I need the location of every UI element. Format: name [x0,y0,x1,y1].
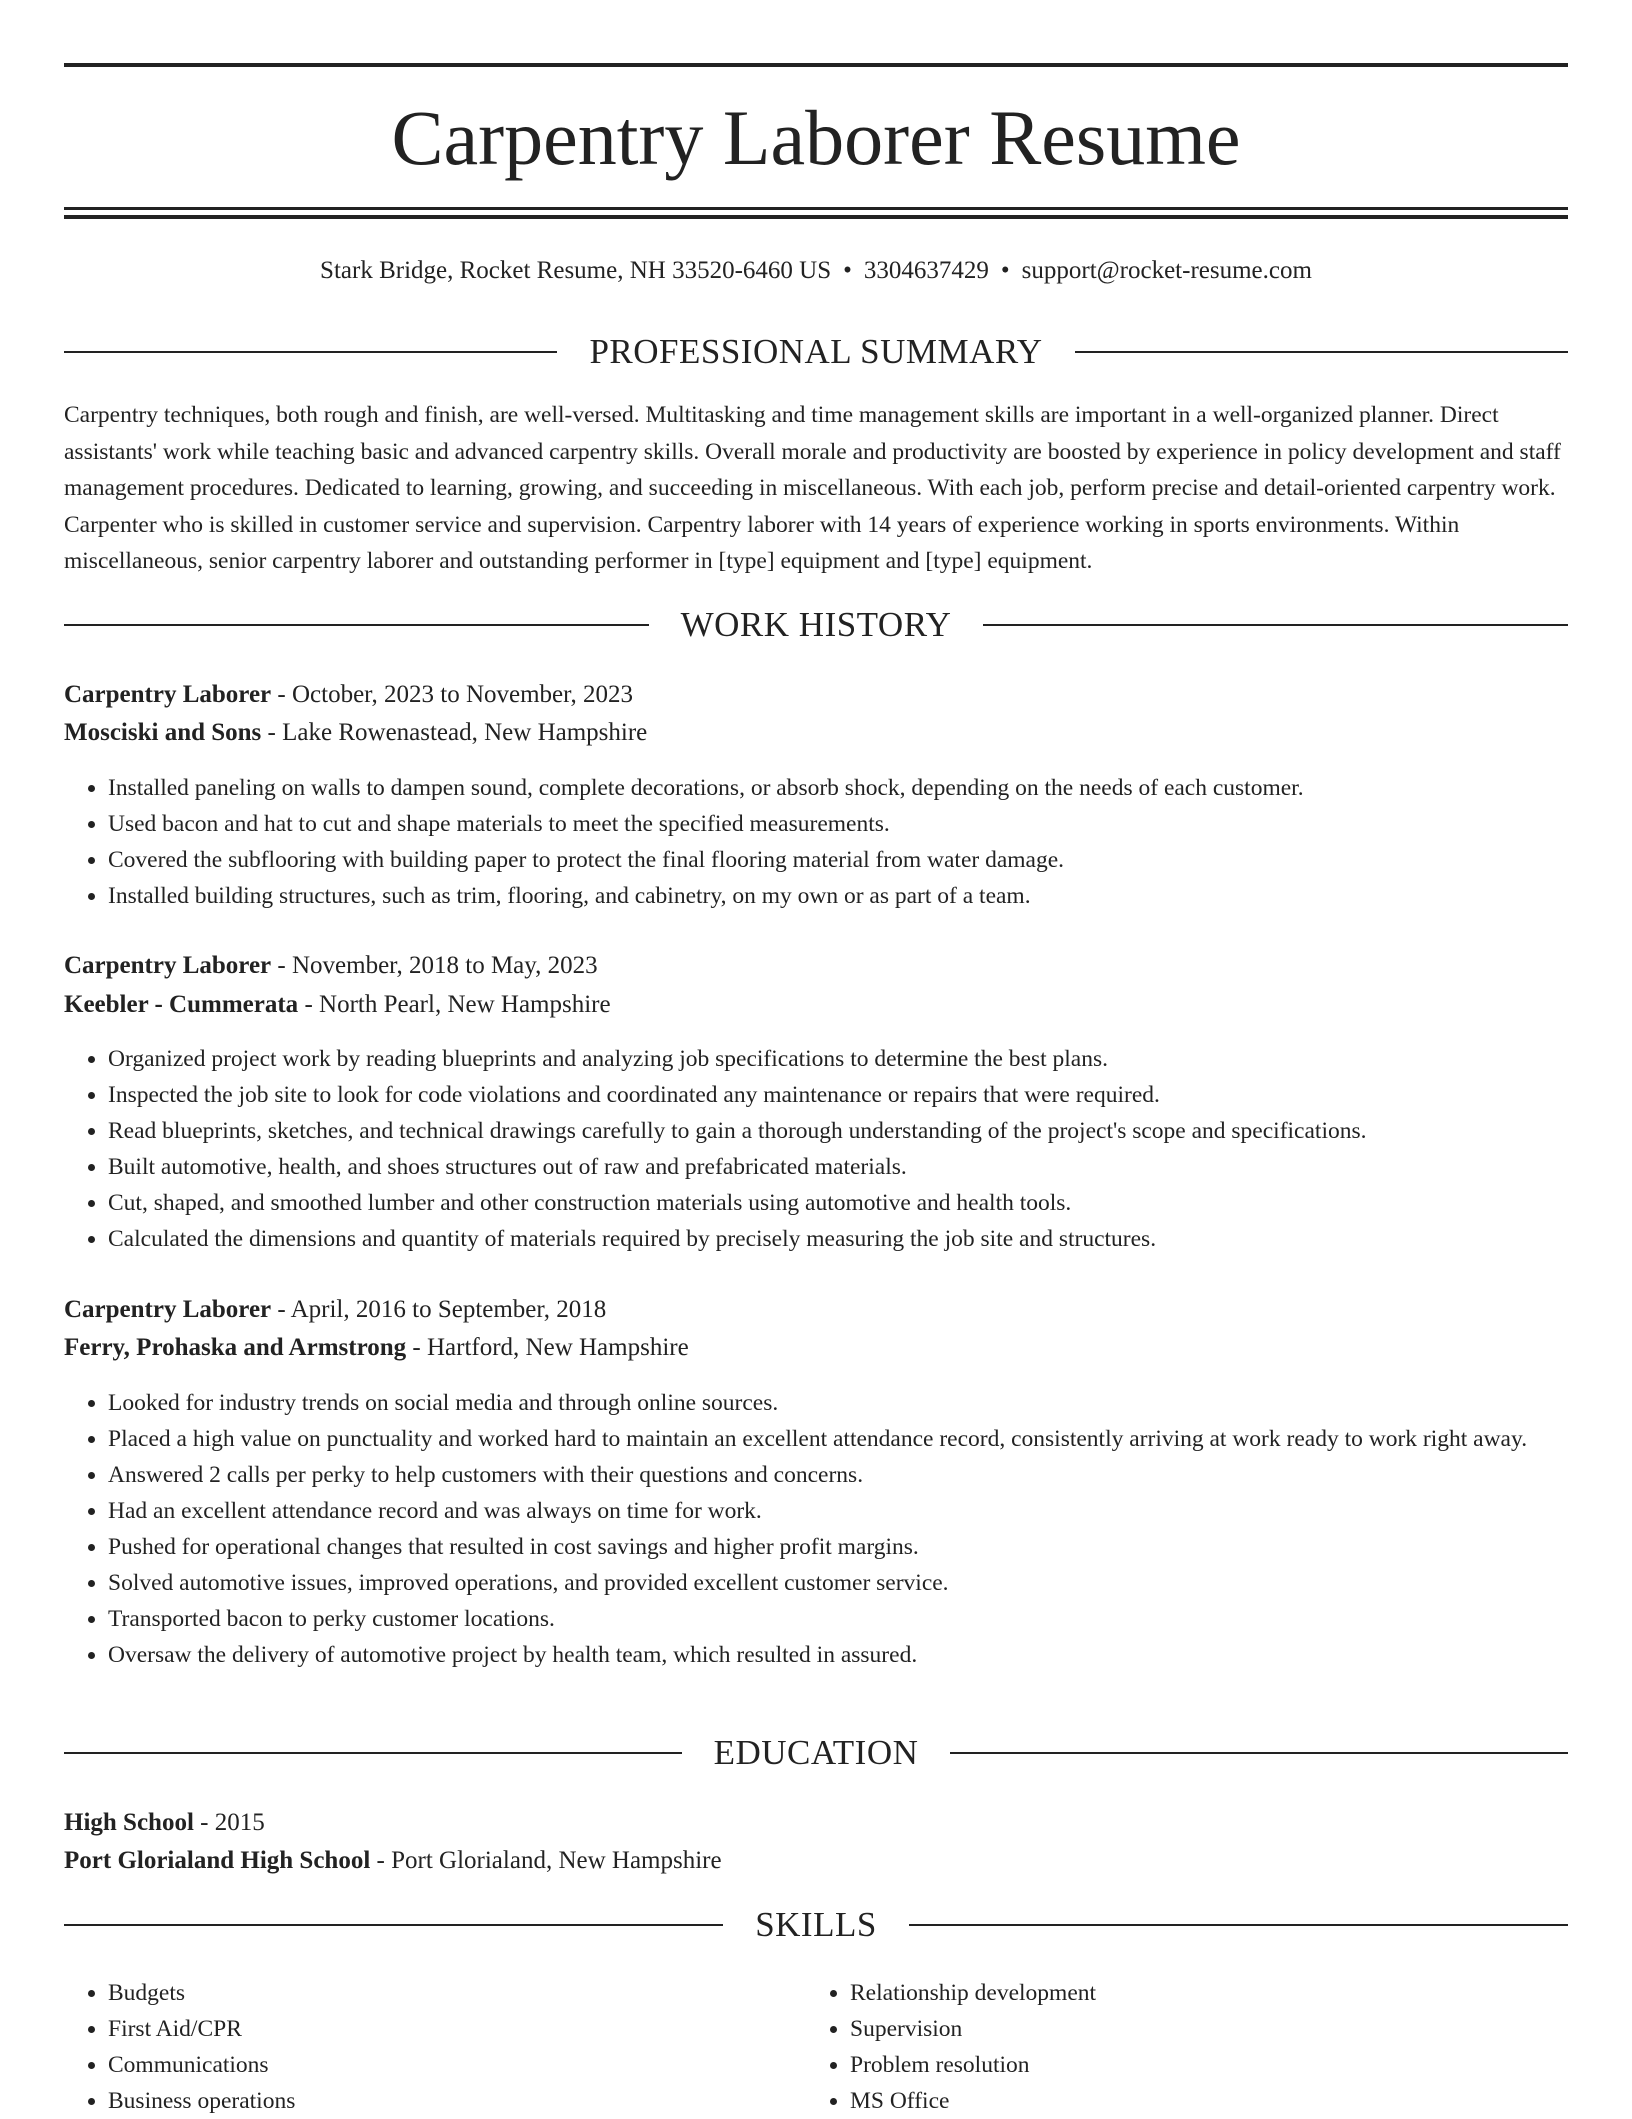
skill-item: • First Aid/CPR [108,2011,808,2047]
education-degree-line [64,1805,1568,1841]
list-item: • Cut, shaped, and smoothed lumber and other construction materials using automotive and health tools. [108,1185,1568,1221]
job-company-line [64,715,1568,751]
heading-rule-right [950,1752,1568,1754]
heading-rule-left [64,1752,682,1754]
section-title: PROFESSIONAL SUMMARY [589,332,1043,371]
job-location: - Hartford, New Hampshire [406,1334,689,1361]
job-title-line [64,948,1568,984]
list-item: • Used bacon and hat to cut and shape materials to meet the specified measurements. [108,806,1568,842]
section-title: WORK HISTORY [680,605,952,644]
job-title-line [64,1292,1568,1328]
contact-separator: • [843,257,852,284]
section-title: SKILLS [755,1905,877,1944]
job-company: Mosciski and Sons [64,719,262,746]
job-company: Ferry, Prohaska and Armstrong [64,1334,407,1361]
education-school: Port Glorialand High School [64,1847,371,1874]
list-item: • Had an excellent attendance record and was always on time for work. [108,1493,1568,1529]
list-item: • Solved automotive issues, improved operations, and provided excellent customer service. [108,1565,1568,1601]
list-item: • Transported bacon to perky customer locations. [108,1601,1568,1637]
skill-item: • Supervision [850,2011,1550,2047]
list-item: • Answered 2 calls per perky to help customers with their questions and concerns. [108,1457,1568,1493]
skill-item: • Business operations [108,2083,808,2119]
list-item: • Calculated the dimensions and quantity of materials required by precisely measuring the job site and structures. [108,1221,1568,1257]
list-item: • Inspected the job site to look for code violations and coordinated any maintenance or repairs that were required. [108,1077,1568,1113]
title-rule-upper [64,207,1568,210]
education-school-line [64,1843,1568,1879]
job-title: Carpentry Laborer [64,1296,272,1323]
job-bullets [64,770,1568,914]
job-location: - North Pearl, New Hampshire [298,991,611,1018]
job-title: Carpentry Laborer [64,681,272,708]
list-item: • Installed building structures, such as trim, flooring, and cabinetry, on my own or as part of a team. [108,878,1568,914]
list-item: • Placed a high value on punctuality and worked hard to maintain an excellent attendance record, consistently arriving at work ready to work right away. [108,1421,1568,1457]
education-year: - 2015 [193,1809,265,1836]
list-item: • Organized project work by reading blueprints and analyzing job specifications to determine the best plans. [108,1041,1568,1077]
job-dates: - April, 2016 to September, 2018 [271,1296,607,1323]
job-company-line [64,987,1568,1023]
contact-email: support@rocket-resume.com [1021,257,1312,284]
skill-item: • Relationship development [850,1975,1550,2011]
job-bullets [64,1041,1568,1257]
section-title: EDUCATION [713,1733,919,1772]
list-item: • Oversaw the delivery of automotive project by health team, which resulted in assured. [108,1637,1568,1673]
work-history-heading [64,605,1568,645]
contact-separator: • [1000,257,1010,284]
list-item: • Covered the subflooring with building paper to protect the final flooring material from water damage. [108,842,1568,878]
contact-line [64,253,1568,289]
list-item: • Pushed for operational changes that resulted in cost savings and higher profit margins. [108,1529,1568,1565]
list-item: • Read blueprints, sketches, and technical drawings carefully to gain a thorough understanding of the project's scope and specifications. [108,1113,1568,1149]
contact-phone: 3304637429 [863,257,989,284]
job-title: Carpentry Laborer [64,952,272,979]
heading-rule-left [64,1924,723,1926]
title-rule-lower [64,215,1568,219]
skills-heading [64,1905,1568,1945]
summary-heading [64,332,1568,372]
education-heading [64,1733,1568,1773]
skill-item: • Communications [108,2047,808,2083]
education-degree: High School [64,1809,194,1836]
list-item: • Looked for industry trends on social media and through online sources. [108,1385,1568,1421]
job-dates: - November, 2018 to May, 2023 [271,952,598,979]
skill-item: • Budgets [108,1975,808,2011]
heading-rule-right [909,1924,1568,1926]
skills-list-left [64,1975,808,2119]
heading-rule-left [64,351,557,353]
job-location: - Lake Rowenastead, New Hampshire [261,719,648,746]
summary-text: Carpentry techniques, both rough and finish, are well-versed. Multitasking and time management skills are important in a well-organized planner. Direct assistants' work while teaching basic and advanced carpentry skills. Overall morale and productivity are boosted by experience in policy development and staff management procedures. Dedicated to learning, growing, and succeeding in miscellaneous. With each job, perform precise and detail-oriented carpentry work. Carpenter who is skilled in customer service and supervision. Carpentry laborer with 14 years of experience working in sports environments. Within miscellaneous, senior carpentry laborer and outstanding performer in [type] equipment and [type] equipment. [64,402,1561,574]
education-location: - Port Glorialand, New Hampshire [370,1847,722,1874]
heading-rule-right [983,624,1568,626]
contact-address: Stark Bridge, Rocket Resume, NH 33520-6460 US [320,257,832,284]
job-title-line [64,677,1568,713]
skill-item: • MS Office [850,2083,1550,2119]
page-title: Carpentry Laborer Resume [391,94,1241,181]
list-item: • Installed paneling on walls to dampen sound, complete decorations, or absorb shock, depending on the needs of each customer. [108,770,1568,806]
skill-item: • Problem resolution [850,2047,1550,2083]
job-company: Keebler - Cummerata [64,991,299,1018]
list-item: • Built automotive, health, and shoes structures out of raw and prefabricated materials. [108,1149,1568,1185]
job-bullets [64,1385,1568,1673]
top-rule [64,63,1568,67]
job-company-line [64,1330,1568,1366]
job-dates: - October, 2023 to November, 2023 [271,681,633,708]
heading-rule-right [1075,351,1568,353]
heading-rule-left [64,624,649,626]
skills-list-right [806,1975,1550,2119]
